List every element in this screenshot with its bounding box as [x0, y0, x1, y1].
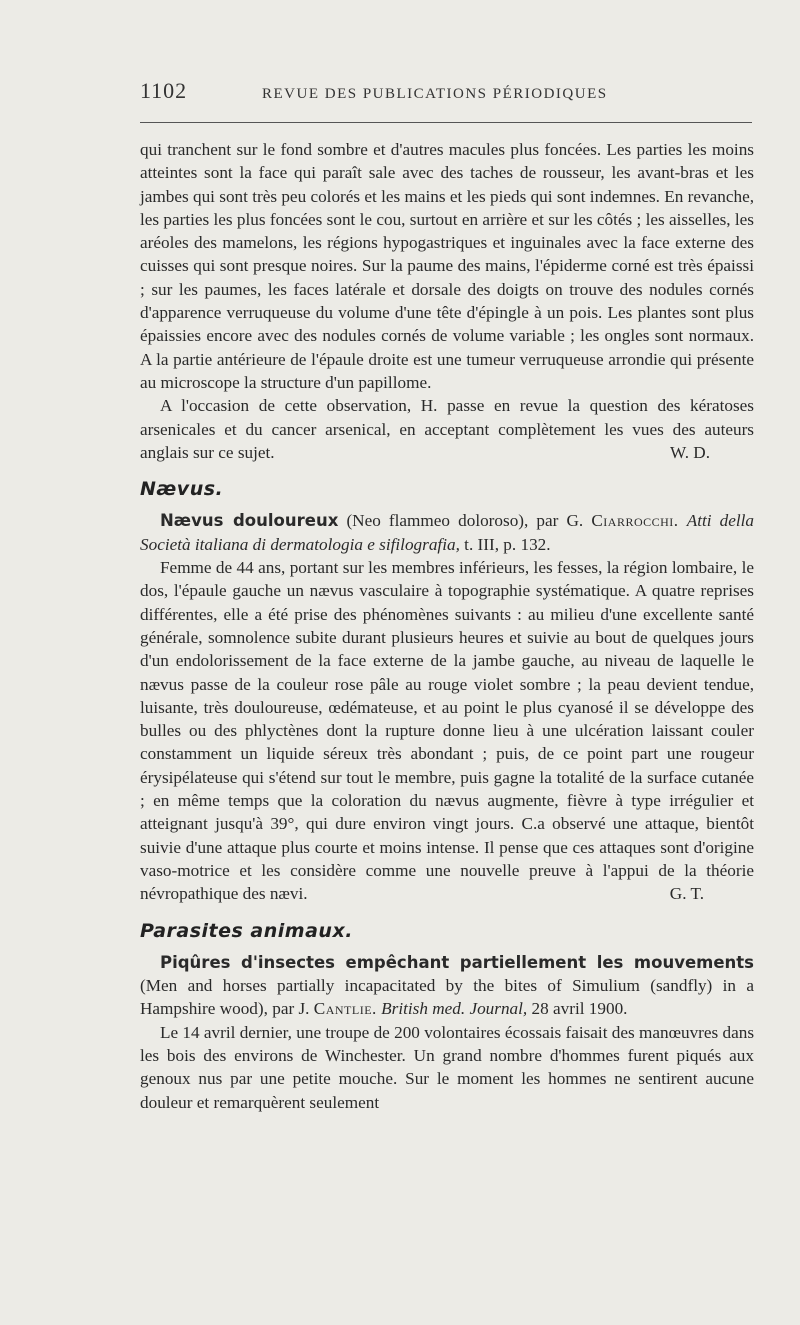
article-title-parasites: Piqûres d'insectes empêchant partiellement les mouvements — [160, 952, 754, 972]
citation-naevus: (Neo flammeo doloroso), par G. — [338, 511, 592, 531]
author-parasites: Cantlie. — [313, 999, 377, 1019]
page-header — [140, 74, 752, 114]
page-number: 1102 — [140, 78, 188, 103]
ref-parasites: 28 avril 1900. — [527, 999, 628, 1019]
main-text — [140, 138, 754, 1114]
article-body-naevus — [140, 556, 754, 905]
running-title: REVUE DES PUBLICATIONS PÉRIODIQUES — [262, 86, 608, 102]
paragraph-conclusion — [140, 394, 754, 464]
body-naevus: Femme de 44 ans, portant sur les membres inférieurs, les fesses, la région lombaire, le dos, l'épaule gauche un nævus vasculaire à topographie systématique. A quatre reprises différentes, elle a été prise des phénomènes suivants : au milieu d'une excellente santé générale, somnolence subite durant plusieurs heures et suivie au bout de quelques jours d'un endolorissement de la face externe de la jambe gauche, au niveau de laquelle le nævus passe de la couleur rose pâle au rouge violet sombre ; la peau devient tendue, luisante, très douloureuse, œdémateuse, et au point le plus cyanosé il se développe des bulles ou des phlyctènes dont la rupture donne lieu à une ulcération laissant couler constamment un liquide séreux très abondant ; puis, de ce point part une rougeur érysipélateuse qui s'étend sur tout le membre, puis gagne la totalité de la surface cutanée ; en même temps que la coloration du nævus augmente, fièvre à type irrégulier et atteignant jusqu'à 39°, qui dure environ vingt jours. C.a observé une attaque, bientôt suivie d'une attaque plus courte et moins intense. Il pense que ces attaques sont d'origine vaso-motrice et les considère comme une nouvelle preuve à l'appui de la théorie névropathique des nævi. — [140, 558, 754, 904]
paragraph-continued: qui tranchent sur le fond sombre et d'autres macules plus foncées. Les parties les moins atteintes sont la face qui paraît sale avec des taches de rousseur, les avant-bras et les jambes qui sont très peu colorés et les mains et les pieds qui sont indemnes. En revanche, les parties les plus foncées sont le cou, surtout en arrière et sur les côtés ; les aisselles, les aréoles des mamelons, les régions hypogastriques et inguinales avec la face externe des cuisses qui sont presque noires. Sur la paume des mains, l'épiderme corné est très épaissi ; sur les paumes, les faces latérale et dorsale des doigts on trouve des nodules cornés d'apparence verruqueuse du volume d'une tête d'épingle à un pois. Les plantes sont plus épaissies encore avec des nodules cornés de volume variable ; les ongles sont normaux. A la partie antérieure de l'épaule droite est une tumeur verruqueuse arrondie qui présente au microscope la structure d'un papillome. — [140, 140, 754, 392]
journal-naevus: Atti della Società italiana di dermatologia e sifilografia, — [140, 511, 755, 554]
author-naevus: Ciarrocchi. — [591, 511, 679, 531]
article-heading-naevus — [140, 509, 754, 556]
citation-parasites: (Men and horses partially incapacitated by the bites of Simulium (sandfly) in a Hampshire wood), par J. — [140, 976, 754, 1019]
section-title-naevus: Nævus. — [140, 478, 224, 501]
header-rule — [140, 122, 752, 123]
signature-gt: G. T. — [669, 884, 704, 904]
paragraph-conclusion-text: A l'occasion de cette observation, H. passe en revue la question des kératoses arsenicales et du cancer arsenical, en acceptant complètement les vues des auteurs anglais sur ce sujet. — [140, 396, 754, 462]
article-body-parasites: Le 14 avril dernier, une troupe de 200 volontaires écossais faisait des manœuvres dans les bois des environs de Winchester. Un grand nombre d'hommes furent piqués aux genoux nus par une petite mouche. Sur le moment les hommes ne sentirent aucune douleur et remarquèrent seulement — [140, 1022, 755, 1112]
article-title-naevus: Nævus douloureux — [160, 511, 339, 531]
article-heading-parasites — [140, 951, 754, 1021]
signature-wd: W. D. — [670, 442, 710, 462]
journal-parasites: British med. Journal, — [381, 999, 528, 1019]
ref-naevus: t. III, p. 132. — [459, 534, 551, 554]
section-title-parasites: Parasites animaux. — [140, 919, 353, 942]
